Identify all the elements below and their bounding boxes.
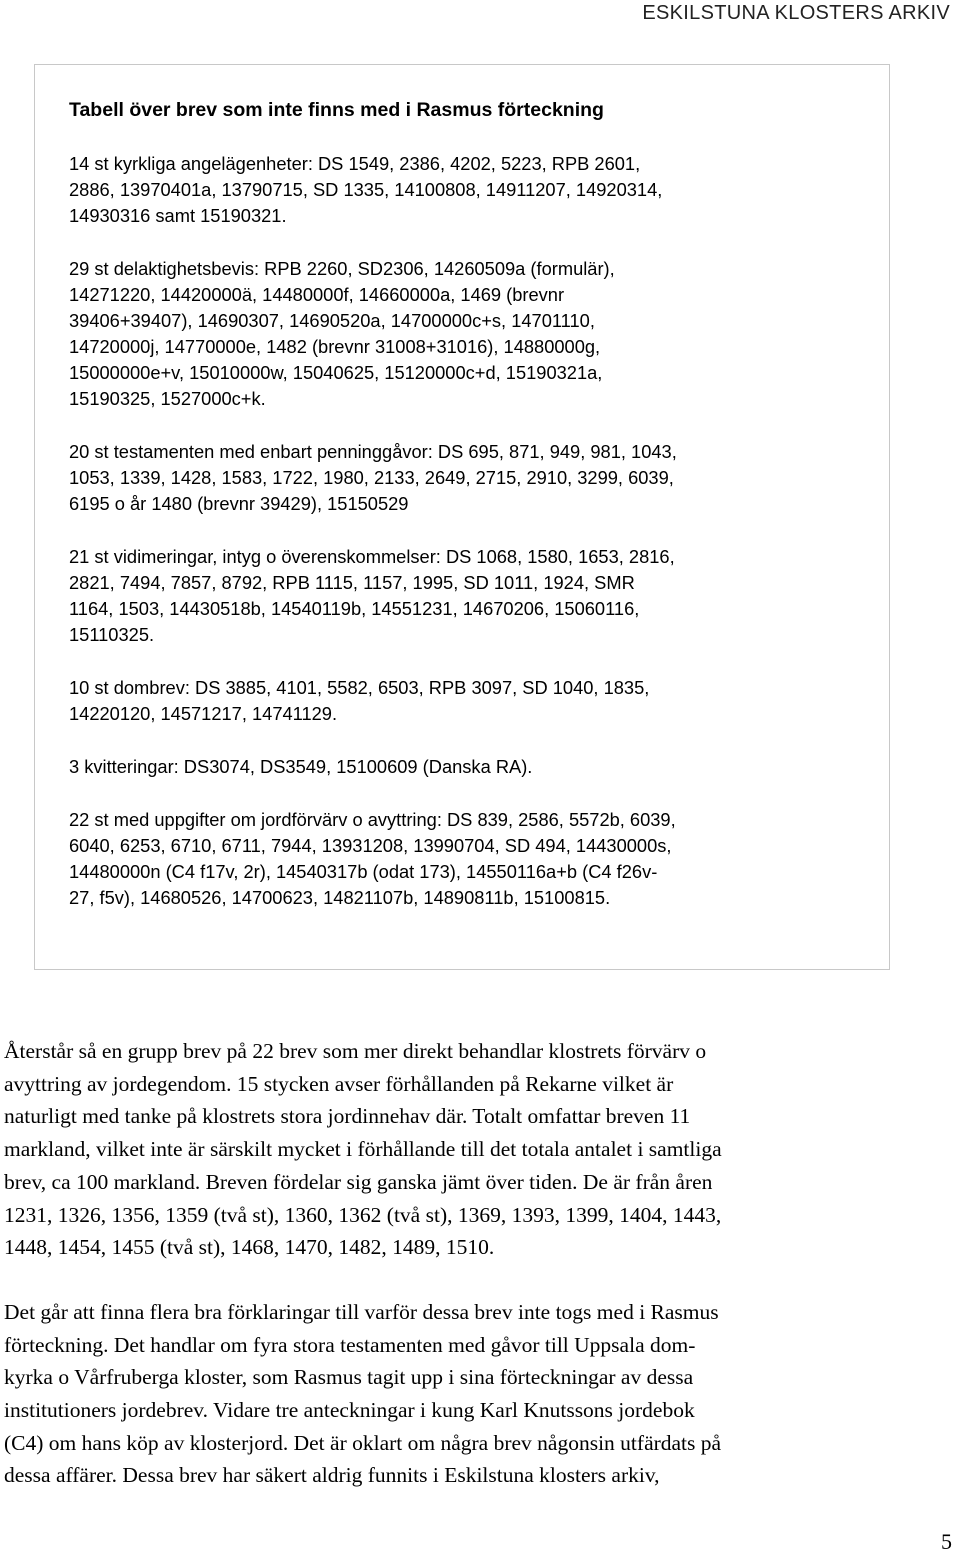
table-title: Tabell över brev som inte finns med i Rasmus förteckning	[69, 99, 604, 121]
category-paragraph: 21 st vidimeringar, intyg o överenskommelser: DS 1068, 1580, 1653, 2816, 2821, 7494, 7857, 8792, RPB 1115, 1157, 1995, SD 1011, 1924, SMR 1164, 1503, 14430518b, 14540119b, 14551231, 14670206, 15060116, 15110325.	[69, 546, 675, 645]
body-text	[4, 1035, 949, 1524]
category-paragraph: 22 st med uppgifter om jordförvärv o avyttring: DS 839, 2586, 5572b, 6039, 6040, 6253, 6710, 6711, 7944, 13931208, 13990704, SD 494, 14430000s, 14480000n (C4 f17v, 2r), 14540317b (odat 173), 14550116a+b (C4 f26v- 27, f5v), 14680526, 14700623, 14821107b, 14890811b, 15100815.	[69, 809, 676, 908]
category-paragraph: 20 st testamenten med enbart penninggåvor: DS 695, 871, 949, 981, 1043, 1053, 1339, 1428, 1583, 1722, 1980, 2133, 2649, 2715, 2910, 3299, 6039, 6195 o år 1480 (brevnr 39429), 15150529	[69, 441, 677, 514]
table-box-content	[69, 97, 869, 938]
category-paragraph: 10 st dombrev: DS 3885, 4101, 5582, 6503, RPB 3097, SD 1040, 1835, 14220120, 14571217, 14741129.	[69, 677, 650, 724]
category-paragraph: 3 kvitteringar: DS3074, DS3549, 15100609 (Danska RA).	[69, 756, 533, 777]
table-box	[34, 64, 890, 970]
category-paragraph: 29 st delaktighetsbevis: RPB 2260, SD2306, 14260509a (formulär), 14271220, 14420000ä, 14480000f, 14660000a, 1469 (brevnr 39406+39407), 14690307, 14690520a, 14700000c+s, 14701110, 14720000j, 14770000e, 1482 (brevnr 31008+31016), 14880000g, 15000000e+v, 15010000w, 15040625, 15120000c+d, 15190321a, 15190325, 1527000c+k.	[69, 258, 615, 409]
running-header: ESKILSTUNA KLOSTERS ARKIV	[642, 2, 950, 24]
category-paragraph: 14 st kyrkliga angelägenheter: DS 1549, 2386, 4202, 5223, RPB 2601, 2886, 13970401a, 13790715, SD 1335, 14100808, 14911207, 14920314, 14930316 samt 15190321.	[69, 153, 663, 226]
body-paragraph: Det går att finna flera bra förklaringar till varför dessa brev inte togs med i Rasmus förteckning. Det handlar om fyra stora testamenten med gåvor till Uppsala dom- kyrka o Vårfruberga kloster, som Rasmus tagit upp i sina förteckningar av dessa institutioners jordebrev. Vidare tre anteckningar i kung Karl Knutssons jordebok (C4) om hans köp av klosterjord. Det är oklart om några brev någonsin utfärdats på dessa affärer. Dessa brev har säkert aldrig funnits i Eskilstuna klosters arkiv,	[4, 1299, 722, 1488]
page-number: 5	[941, 1529, 952, 1554]
body-paragraph: Återstår så en grupp brev på 22 brev som mer direkt behandlar klostrets förvärv o avyttring av jordegendom. 15 stycken avser förhållanden på Rekarne vilket är naturligt med tanke på klostrets stora jordinnehav där. Totalt omfattar breven 11 markland, vilket inte är särskilt mycket i förhållande till det totala antalet i samtliga brev, ca 100 markland. Breven fördelar sig ganska jämt över tiden. De är från åren 1231, 1326, 1356, 1359 (två st), 1360, 1362 (två st), 1369, 1393, 1399, 1404, 1443, 1448, 1454, 1455 (två st), 1468, 1470, 1482, 1489, 1510.	[4, 1039, 722, 1260]
